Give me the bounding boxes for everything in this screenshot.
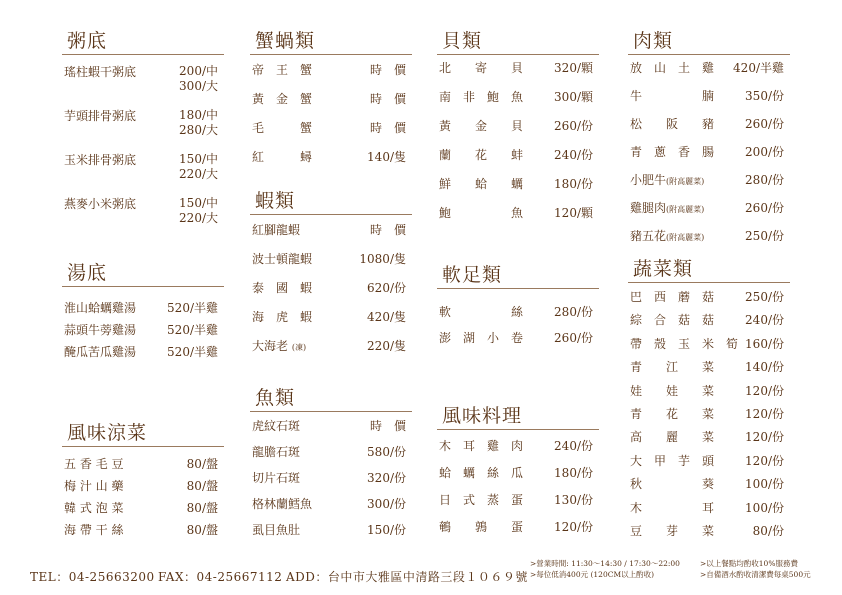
- menu-item: 五 香 毛 豆 80/盤: [64, 457, 218, 471]
- menu-item: 海 虎 蝦 420/隻: [252, 310, 406, 324]
- section-title: 蟹蝸類: [250, 28, 412, 55]
- section-soup-base: [62, 260, 224, 363]
- menu-item: 鵪 鶉 蛋 120/份: [439, 520, 593, 534]
- section-title: 風味料理: [437, 403, 599, 430]
- section-vegetables: [628, 256, 790, 543]
- menu-item: 芋頭排骨粥底 180/中 280/大: [64, 108, 218, 137]
- section-specialty: [437, 403, 599, 543]
- section-shrimp: [250, 188, 412, 364]
- menu-item: 豆 芽 菜 80/份: [630, 523, 784, 538]
- menu-item: 帝 王 蟹 時 價: [252, 63, 406, 77]
- menu-item: 大 甲 芋 頭 120/份: [630, 453, 784, 468]
- menu-item: 梅 汁 山 藥 80/盤: [64, 479, 218, 493]
- menu-item: 蘭 花 蚌 240/份: [439, 148, 593, 162]
- section-title: 蝦類: [250, 188, 412, 215]
- footer-tel: TEL：04-25663200: [30, 570, 155, 584]
- section-title: 軟足類: [437, 262, 599, 289]
- section-title: 湯底: [62, 260, 224, 287]
- menu-item: 娃 娃 菜 120/份: [630, 383, 784, 398]
- menu-item: 黃 金 貝 260/份: [439, 119, 593, 133]
- section-cephalopod: [437, 262, 599, 353]
- menu-item: 鮮 蛤 蠣 180/份: [439, 177, 593, 191]
- menu-item: 青 花 菜 120/份: [630, 406, 784, 421]
- section-title: 蔬菜類: [628, 256, 790, 283]
- section-cold-dishes: [62, 420, 224, 541]
- section-title: 貝類: [437, 28, 599, 55]
- section-shellfish: [437, 28, 599, 231]
- section-fish: [250, 385, 412, 545]
- menu-item: 紅 蟳 140/隻: [252, 150, 406, 164]
- menu-item: 波士頓龍蝦 1080/隻: [252, 252, 406, 266]
- menu-item: 日 式 蒸 蛋 130/份: [439, 493, 593, 507]
- menu-item: 綜 合 菇 菇 240/份: [630, 313, 784, 328]
- menu-item: 毛 蟹 時 價: [252, 121, 406, 135]
- section-title: 肉類: [628, 28, 790, 55]
- menu-item: 淮山蛤蠣雞湯 520/半雞: [64, 301, 218, 315]
- menu-item: 澎 湖 小 卷 260/份: [439, 331, 593, 345]
- menu-item: 軟 絲 280/份: [439, 305, 593, 319]
- footer-note-service-charge: >以上餐點均酌收10%服務費: [700, 559, 798, 568]
- section-title: 粥底: [62, 28, 224, 55]
- menu-item: 虎紋石斑 時 價: [252, 419, 406, 433]
- menu-item: 高 麗 菜 120/份: [630, 430, 784, 445]
- menu-item: 南 非 鮑 魚 300/顆: [439, 90, 593, 104]
- menu-item: 秋 葵 100/份: [630, 477, 784, 492]
- menu-item: 放 山 土 雞 420/半雞: [630, 61, 784, 75]
- menu-item: 格林蘭鱈魚 300/份: [252, 497, 406, 511]
- menu-item: 蒜頭牛蒡雞湯 520/半雞: [64, 323, 218, 337]
- section-title: 魚類: [250, 385, 412, 412]
- menu-item: 海 帶 干 絲 80/盤: [64, 523, 218, 537]
- menu-item: 松 阪 豬 260/份: [630, 117, 784, 131]
- menu-item: 鮑 魚 120/顆: [439, 206, 593, 220]
- menu-item: 北 寄 貝 320/顆: [439, 61, 593, 75]
- menu-item: 龍膽石斑 580/份: [252, 445, 406, 459]
- menu-item: 豬五花(附高麗菜) 250/份: [630, 229, 784, 243]
- footer-note-corkage: >自備酒水酌收清潔費每桌500元: [700, 570, 811, 579]
- footer: [0, 559, 842, 593]
- menu-item: 巴 西 蘑 菇 250/份: [630, 290, 784, 304]
- menu-item: 小肥牛(附高麗菜) 280/份: [630, 173, 784, 187]
- menu-item: 木 耳 雞 肉 240/份: [439, 439, 593, 453]
- menu-item: 黃 金 蟹 時 價: [252, 92, 406, 106]
- menu-item: 瑤柱蝦干粥底 200/中 300/大: [64, 64, 218, 93]
- menu-item: 木 耳 100/份: [630, 500, 784, 515]
- menu-item: 泰 國 蝦 620/份: [252, 281, 406, 295]
- menu-item: 玉米排骨粥底 150/中 220/大: [64, 152, 218, 181]
- menu-item: 牛 腩 350/份: [630, 89, 784, 103]
- menu-item: 大海老 (凍) 220/隻: [252, 339, 406, 353]
- menu-item: 切片石斑 320/份: [252, 471, 406, 485]
- footer-fax: FAX：04-25667112: [158, 570, 283, 584]
- menu-item: 韓 式 泡 菜 80/盤: [64, 501, 218, 515]
- menu-item: 醃瓜苦瓜雞湯 520/半雞: [64, 345, 218, 359]
- section-title: 風味涼菜: [62, 420, 224, 447]
- menu-item: 青 江 菜 140/份: [630, 360, 784, 375]
- footer-note-min-charge: >每位低消400元 (120CM以上酌收): [530, 570, 655, 579]
- section-meat: [628, 28, 790, 253]
- menu-item: 青 蔥 香 腸 200/份: [630, 145, 784, 159]
- section-porridge-base: [62, 28, 224, 237]
- footer-address: ADD：台中市大雅區中清路三段１０６９號: [286, 570, 528, 584]
- menu-item: 帶 殼 玉 米 筍 160/份: [630, 336, 784, 351]
- menu-item: 虱目魚肚 150/份: [252, 523, 406, 537]
- footer-note-hours: >營業時間: 11:30～14:30 / 17:30～22:00: [530, 559, 680, 568]
- menu-item: 燕麥小米粥底 150/中 220/大: [64, 196, 218, 225]
- section-crab: [250, 28, 412, 175]
- menu-item: 雞腿肉(附高麗菜) 260/份: [630, 201, 784, 215]
- menu-item: 紅腳龍蝦 時 價: [252, 223, 406, 237]
- menu-item: 蛤 蠣 絲 瓜 180/份: [439, 466, 593, 480]
